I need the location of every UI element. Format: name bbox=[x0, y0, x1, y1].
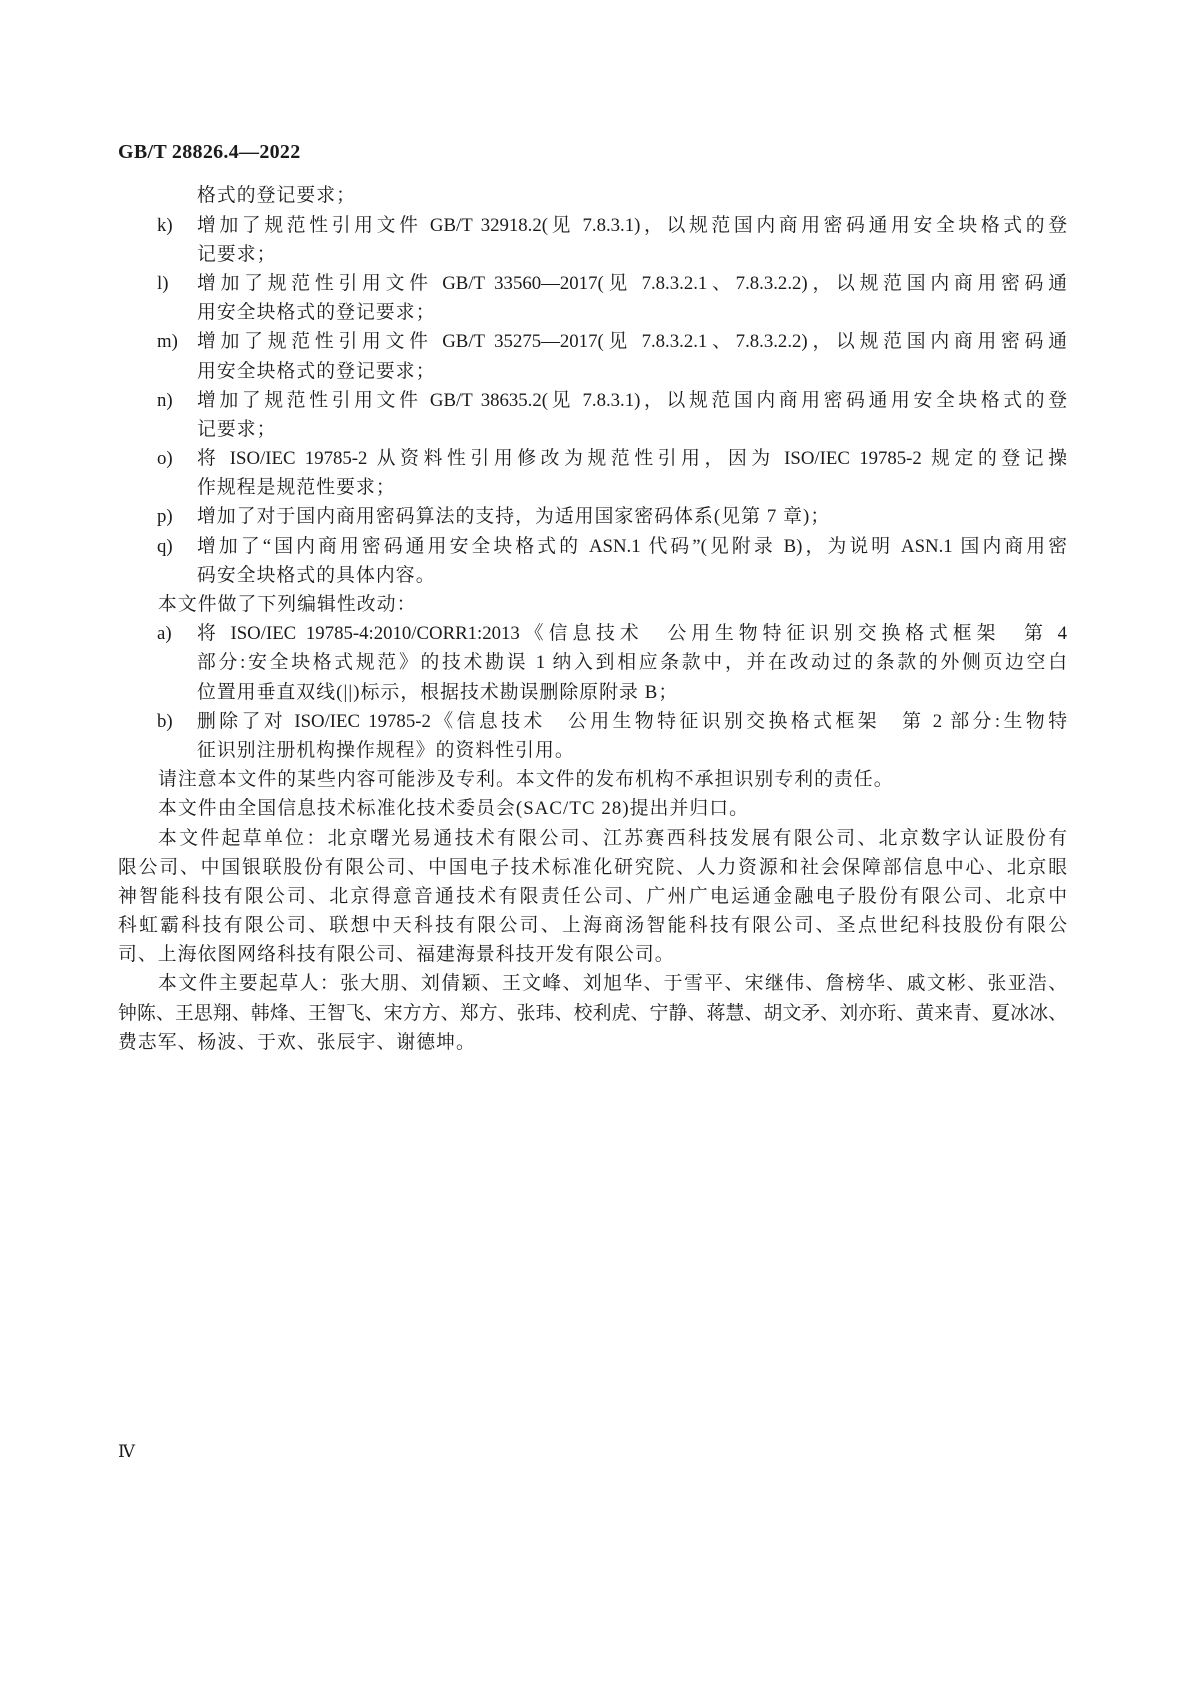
paragraph-line: 神智能科技有限公司、北京得意音通技术有限责任公司、广州广电运通金融电子股份有限公司、北京中 bbox=[118, 885, 1067, 907]
list-item-label: m) bbox=[157, 331, 178, 353]
list-item-label: n) bbox=[157, 389, 173, 411]
list-item-line: 增加了规范性引用文件 GB/T 35275—2017(见 7.8.3.2.1、7.8.3.2.2)，以规范国内商用密码通 bbox=[197, 331, 1067, 353]
paragraph-line: 本文件起草单位：北京曙光易通技术有限公司、江苏赛西科技发展有限公司、北京数字认证股份有 bbox=[158, 827, 1067, 849]
list-item-line: 将 ISO/IEC 19785-2 从资料性引用修改为规范性引用，因为 ISO/IEC 19785-2 规定的登记操 bbox=[197, 448, 1067, 470]
paragraph-line: 司、上海依图网络科技有限公司、福建海景科技开发有限公司。 bbox=[118, 944, 675, 966]
list-item-label: q) bbox=[157, 535, 173, 557]
list-item-o bbox=[118, 444, 1067, 502]
document-number: GB/T 28826.4—2022 bbox=[118, 141, 301, 163]
drafters bbox=[118, 969, 1067, 1057]
list-item-label: b) bbox=[157, 710, 173, 732]
list-item-line: 删除了对 ISO/IEC 19785-2《信息技术 公用生物特征识别交换格式框架 第 2 部分:生物特 bbox=[197, 710, 1067, 732]
list-item-l bbox=[118, 269, 1067, 327]
list-item-q bbox=[118, 532, 1067, 590]
paragraph-line: 钟陈、王思翔、韩烽、王智飞、宋方方、郑方、张玮、校利虎、宁静、蒋慧、胡文矛、刘亦珩、黄来青、夏冰冰、 bbox=[118, 1002, 1067, 1024]
proposer-statement: 本文件由全国信息技术标准化技术委员会(SAC/TC 28)提出并归口。 bbox=[158, 798, 749, 820]
paragraph-line: 限公司、中国银联股份有限公司、中国电子技术标准化研究院、人力资源和社会保障部信息中心、北京眼 bbox=[118, 856, 1067, 878]
list-item-line: 码安全块格式的具体内容。 bbox=[197, 564, 436, 586]
editorial-changes-list bbox=[118, 590, 1067, 765]
paragraph-line: 费志军、杨波、于欢、张辰宇、谢德坤。 bbox=[118, 1031, 476, 1053]
list-item-line: 部分:安全块格式规范》的技术勘误 1 纳入到相应条款中，并在改动过的条款的外侧页边空白 bbox=[197, 652, 1067, 674]
list-item-line: 用安全块格式的登记要求； bbox=[197, 302, 436, 324]
list-item-label: k) bbox=[157, 214, 173, 236]
editorial-changes-intro: 本文件做了下列编辑性改动： bbox=[158, 594, 417, 616]
list-item-line: 记要求； bbox=[197, 243, 277, 265]
list-item-label: a) bbox=[157, 623, 172, 645]
foreword-body bbox=[118, 181, 1067, 1057]
patent-notice: 请注意本文件的某些内容可能涉及专利。本文件的发布机构不承担识别专利的责任。 bbox=[158, 769, 894, 791]
page-number: Ⅳ bbox=[118, 1442, 135, 1462]
list-item-line: 用安全块格式的登记要求； bbox=[197, 360, 436, 382]
list-item-label: p) bbox=[157, 506, 173, 528]
list-item-line: 增加了规范性引用文件 GB/T 38635.2(见 7.8.3.1)，以规范国内商用密码通用安全块格式的登 bbox=[197, 389, 1067, 411]
list-item-line: 增加了对于国内商用密码算法的支持，为适用国家密码体系(见第 7 章)； bbox=[197, 506, 831, 528]
list-item-m bbox=[118, 327, 1067, 385]
list-item-line: 增加了规范性引用文件 GB/T 32918.2(见 7.8.3.1)，以规范国内商用密码通用安全块格式的登 bbox=[197, 214, 1067, 236]
list-item-label: l) bbox=[157, 272, 169, 294]
technical-changes-list bbox=[118, 181, 1067, 590]
list-item-line: 增加了规范性引用文件 GB/T 33560—2017(见 7.8.3.2.1、7.8.3.2.2)，以规范国内商用密码通 bbox=[197, 272, 1067, 294]
list-item-b bbox=[118, 707, 1067, 765]
list-item-p bbox=[118, 502, 1067, 531]
list-item-line: 将 ISO/IEC 19785-4:2010/CORR1:2013《信息技术 公用生物特征识别交换格式框架 第 4 bbox=[197, 623, 1067, 645]
list-item-k bbox=[118, 211, 1067, 269]
list-item-line: 作规程是规范性要求； bbox=[197, 477, 396, 499]
list-item-n bbox=[118, 386, 1067, 444]
drafting-units bbox=[118, 824, 1067, 970]
list-item-continuation: 格式的登记要求； bbox=[197, 185, 357, 207]
list-item-line: 位置用垂直双线(||)标示，根据技术勘误删除原附录 B； bbox=[197, 681, 679, 703]
list-item-label: o) bbox=[157, 448, 173, 470]
paragraph-line: 科虹霸科技有限公司、联想中天科技有限公司、上海商汤智能科技有限公司、圣点世纪科技股份有限公 bbox=[118, 915, 1067, 937]
list-item-line: 征识别注册机构操作规程》的资料性引用。 bbox=[197, 739, 575, 761]
list-item-line: 增加了“国内商用密码通用安全块格式的 ASN.1 代码”(见附录 B)，为说明 ASN.1 国内商用密 bbox=[197, 535, 1067, 557]
list-item-a bbox=[118, 619, 1067, 707]
list-item-line: 记要求； bbox=[197, 418, 277, 440]
paragraph-line: 本文件主要起草人：张大朋、刘倩颖、王文峰、刘旭华、于雪平、宋继伟、詹榜华、戚文彬、张亚浩、 bbox=[158, 973, 1067, 995]
